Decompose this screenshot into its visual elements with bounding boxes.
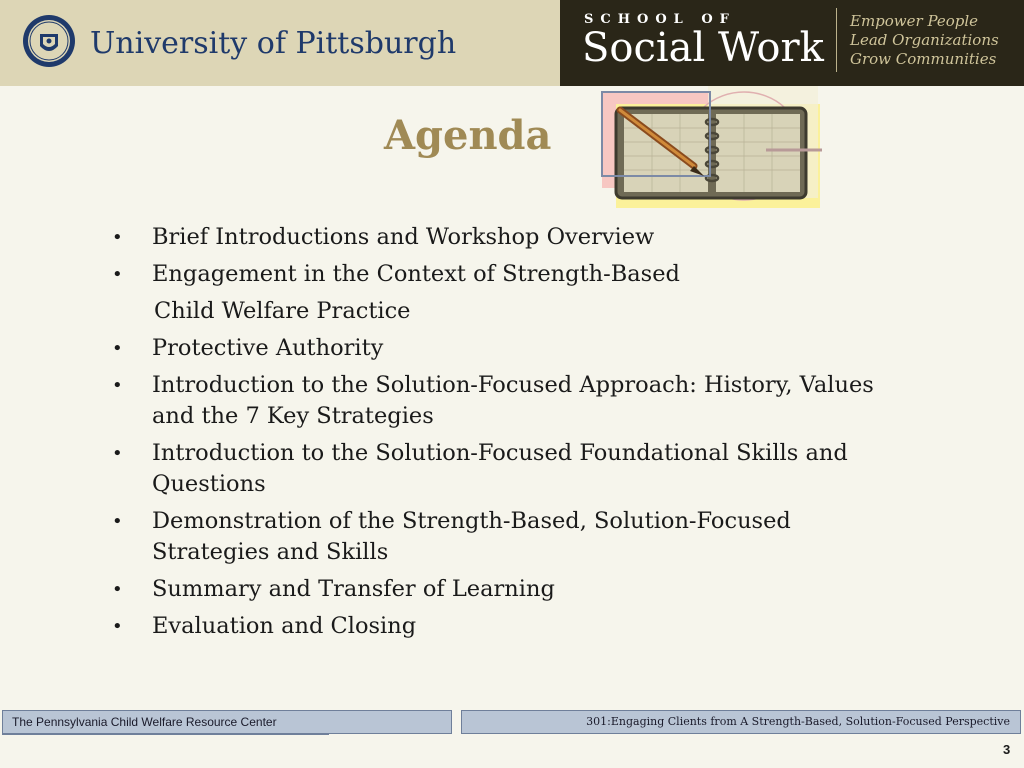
bullet: • xyxy=(112,511,123,532)
agenda-item xyxy=(112,259,902,290)
agenda-item xyxy=(112,370,902,432)
bullet: • xyxy=(112,443,123,464)
bullet: • xyxy=(112,264,123,285)
footer-divider xyxy=(2,734,329,735)
school-of-label: SCHOOL OF xyxy=(584,12,736,27)
page-number: 3 xyxy=(1003,742,1011,757)
agenda-item-continuation xyxy=(112,296,902,327)
bullet: • xyxy=(112,227,123,248)
footer-right-label: 301:Engaging Clients from A Strength-Based, Solution-Focused Perspective xyxy=(461,710,1021,734)
university-seal-icon xyxy=(22,14,76,68)
agenda-item-text: Brief Introductions and Workshop Overview xyxy=(152,224,655,250)
agenda-item xyxy=(112,222,902,253)
agenda-item xyxy=(112,438,902,500)
agenda-item-text: Evaluation and Closing xyxy=(152,613,417,639)
agenda-item xyxy=(112,333,902,364)
agenda-item-text: Summary and Transfer of Learning xyxy=(152,576,555,602)
tagline xyxy=(850,12,999,69)
planner-with-pen-icon xyxy=(596,86,826,212)
slide-title: Agenda xyxy=(384,112,552,159)
agenda-item xyxy=(112,574,902,605)
bullet: • xyxy=(112,616,123,637)
agenda-item-text: Demonstration of the Strength-Based, Solution-Focused Strategies and Skills xyxy=(152,508,791,565)
agenda-item xyxy=(112,506,902,568)
agenda-item xyxy=(112,611,902,642)
tagline-line-3: Grow Communities xyxy=(850,50,997,68)
tagline-line-2: Lead Organizations xyxy=(850,31,999,49)
agenda-item-text: Introduction to the Solution-Focused Foundational Skills and Questions xyxy=(152,440,848,497)
school-name: Social Work xyxy=(582,25,824,71)
bullet: • xyxy=(112,579,123,600)
agenda-item-text: Engagement in the Context of Strength-Based xyxy=(152,261,680,287)
agenda-item-text: Protective Authority xyxy=(152,335,384,361)
university-name: University of Pittsburgh xyxy=(90,26,457,61)
footer-left-label: The Pennsylvania Child Welfare Resource Center xyxy=(2,710,452,734)
bullet: • xyxy=(112,338,123,359)
agenda-item-text: Introduction to the Solution-Focused Approach: History, Values and the 7 Key Strategies xyxy=(152,372,874,429)
bullet: • xyxy=(112,375,123,396)
header-divider xyxy=(836,8,837,72)
tagline-line-1: Empower People xyxy=(850,12,979,30)
agenda-list xyxy=(112,222,902,648)
agenda-item-text: Child Welfare Practice xyxy=(154,298,411,324)
